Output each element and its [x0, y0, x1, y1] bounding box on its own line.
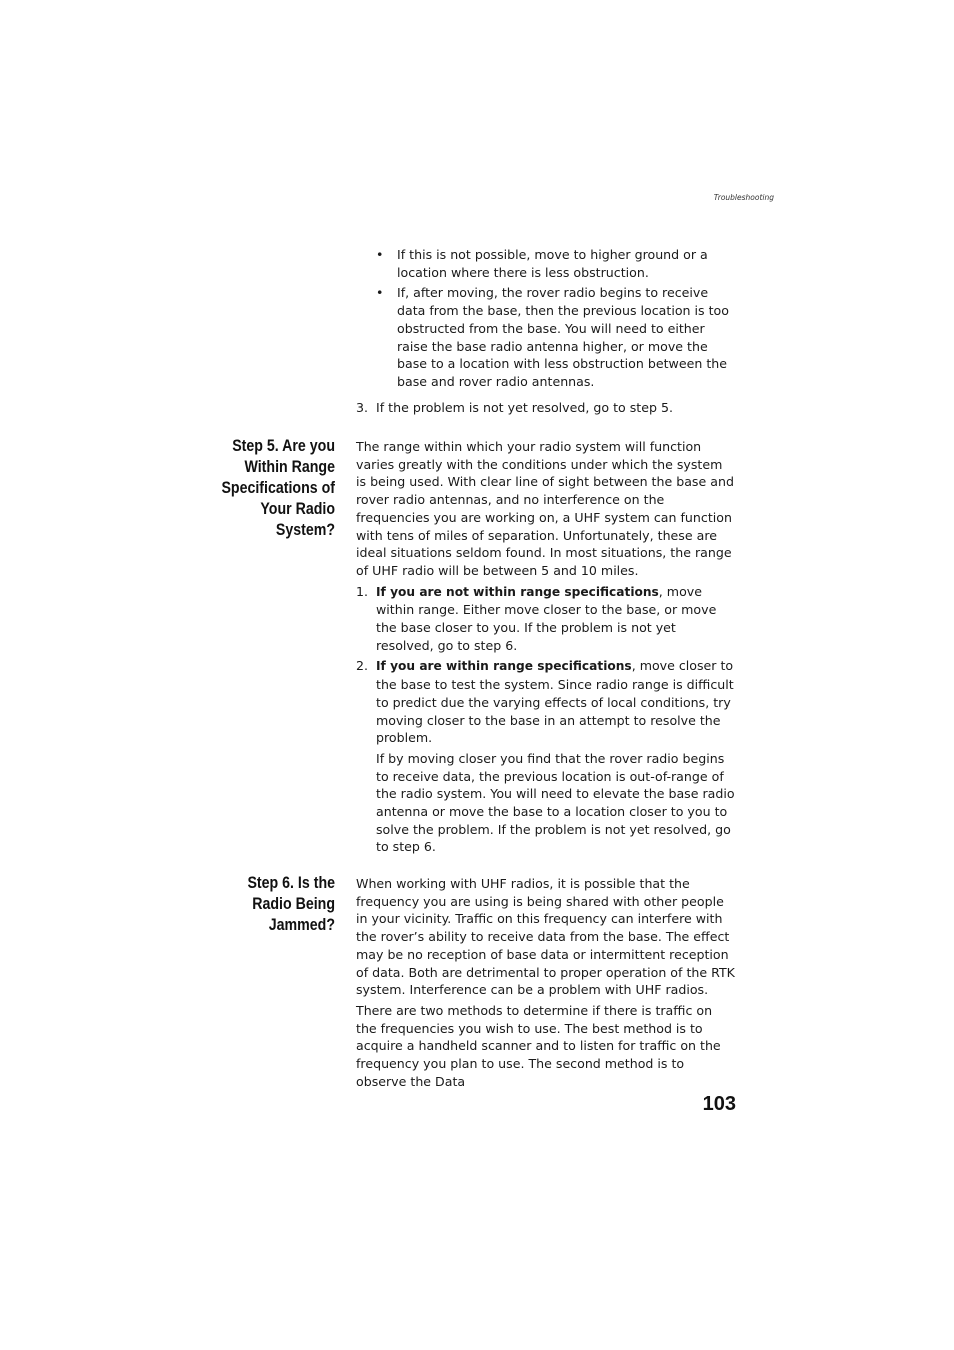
item-text: If the problem is not yet resolved, go to step 5. — [376, 400, 673, 415]
step6-body — [356, 875, 736, 1090]
step6-heading — [193, 873, 335, 936]
heading-line: Jammed? — [268, 916, 335, 934]
heading-line: Step 5. Are you — [232, 437, 335, 455]
heading-line: Your Radio — [260, 500, 335, 518]
heading-line: Step 6. Is the — [247, 874, 335, 892]
item-text: , move closer to the base to test the system. Since radio range is difficult to predict due the varying effects of local conditions, try moving closer to the base in an attempt to resolve the problem. — [376, 658, 734, 746]
heading-line: Radio Being — [252, 895, 335, 913]
item-number: 2. — [356, 658, 369, 674]
step6-para-2: There are two methods to determine if there is traffic on the frequencies you wish to use. The best method is to acquire a handheld scanner and to listen for traffic on the frequency you plan to use. The second method is to observe the Data — [356, 1002, 721, 1089]
heading-line: System? — [275, 521, 335, 539]
numbered-item-2 — [356, 657, 736, 747]
bullet-text: If, after moving, the rover radio begins to receive data from the base, then the previous location is too obstructed from the base. You will need to either raise the base radio antenna higher, or move the base to a location with less obstruction between the base and rover radio antennas. — [397, 285, 729, 389]
step5-body — [356, 438, 736, 856]
bullet-icon: • — [376, 247, 384, 262]
step6-para-1: When working with UHF radios, it is possible that the frequency you are using is being shared with other people in your vicinity. Traffic on this frequency can interfere with the rover’s ability to receive data from the base. The effect may be no reception of base data or intermittent reception of data. Both are detrimental to proper operation of the RTK system. Interference can be a problem with UHF radios. — [356, 876, 735, 998]
item-text: , move within range. Either move closer to the base, or move the base closer to you. If the problem is not yet resolved, go to step 6. — [376, 583, 717, 653]
item-number: 3. — [356, 400, 369, 415]
item2-followup: If by moving closer you find that the rover radio begins to receive data, the previous location is out-of-range of the radio system. You will need to elevate the base radio antenna or move the base to a location closer to you to solve the problem. If the problem is not yet resolved, go to step 6. — [376, 750, 735, 855]
heading-line: Specifications of — [221, 479, 335, 497]
step5-intro: The range within which your radio system will function varies greatly with the conditions under which the system is being used. With clear line of sight between the base and rover radio antennas, and no interference on the frequencies you are working on, a UHF system can function with tens of miles of separation. Unfortunately, these are ideal situations seldom found. In most situations, the range of UHF radio will be between 5 and 10 miles. — [356, 439, 734, 578]
bullet-item — [356, 284, 736, 390]
bullet-text: If this is not possible, move to higher ground or a location where there is less obstruction. — [397, 247, 708, 280]
numbered-item-1 — [356, 583, 736, 655]
item-number: 1. — [356, 583, 369, 599]
bullet-item — [356, 246, 736, 281]
item-bold-lead: If you are within range specifications — [376, 659, 632, 674]
numbered-item-3 — [356, 399, 736, 417]
top-list — [356, 246, 736, 391]
step5-heading — [193, 436, 335, 541]
heading-line: Within Range — [244, 458, 335, 476]
item-bold-lead: If you are not within range specifications — [376, 584, 659, 599]
running-head: Troubleshooting — [713, 193, 774, 202]
page-number: 103 — [702, 1093, 736, 1115]
bullet-icon: • — [376, 285, 384, 301]
